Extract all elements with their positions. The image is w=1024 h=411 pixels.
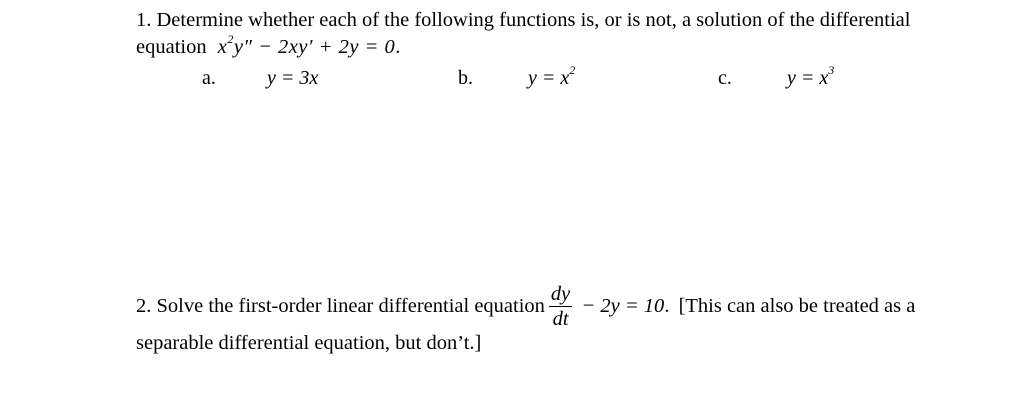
choice-b-label: b. (458, 67, 473, 89)
problem-2-number: 2. (136, 295, 152, 317)
problem-2-line-2 (136, 331, 481, 355)
problem-1-statement: Determine whether each of the following functions is, or is not, a solution of the differential (156, 9, 911, 31)
problem-1-line-1 (136, 8, 910, 32)
problem-1-equation-period: . (395, 36, 401, 58)
problem-2-note-continued: separable differential equation, but don’t.] (136, 332, 482, 354)
problem-1-equation-word: equation (136, 36, 207, 58)
fraction-numerator: dy (550, 282, 571, 305)
derivative-fraction (549, 283, 572, 330)
problem-1-line-2 (136, 32, 401, 59)
problem-2-equation-rest: − 2y = 10 (576, 295, 665, 317)
problem-1-equation: $x^2y'' - 2xy' + 2y = 0$ (217, 32, 396, 58)
choice-c-label: c. (718, 67, 732, 89)
choice-a-label: a. (202, 67, 216, 89)
choice-a-expression: y = 3x (267, 67, 319, 89)
problem-2-line-1 (136, 282, 915, 331)
problem-1-number: 1. (136, 9, 152, 31)
choice-b-expression: $y = x^2$ (528, 63, 576, 89)
fraction-denominator: dt (552, 307, 569, 330)
problem-2-statement: Solve the first-order linear differential equation (156, 295, 545, 317)
choice-c-expression: $y = x^3$ (787, 63, 835, 89)
problem-2-note: [This can also be treated as a (678, 295, 916, 317)
problem-2-period: . (664, 295, 670, 317)
